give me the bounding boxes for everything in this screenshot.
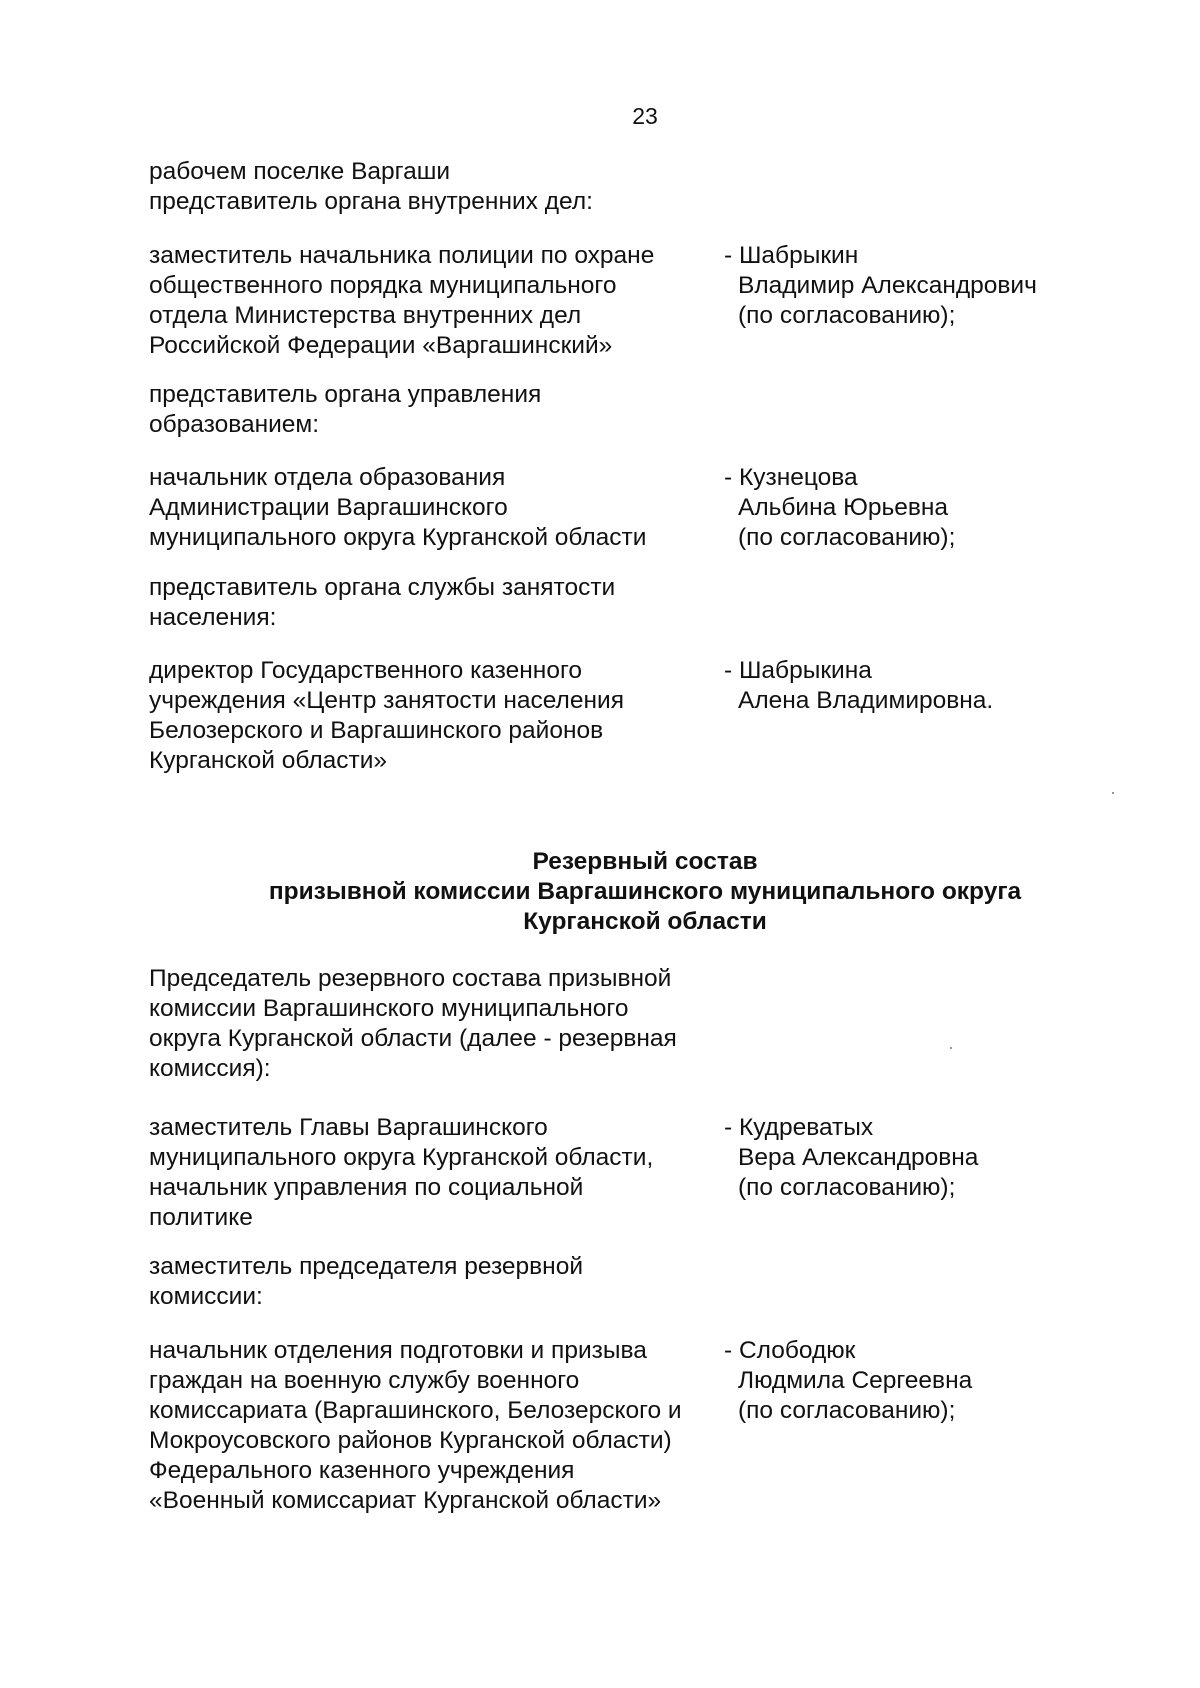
person-name [724,656,1184,716]
position-line: политике [149,1204,253,1231]
person-line: - Шабрыкин [724,242,859,269]
position-line: Курганской области» [149,747,388,774]
position-text [149,241,719,361]
label-line: округа Курганской области (далее - резервная [149,1025,677,1052]
label-line: заместитель председателя резервной [149,1253,584,1280]
label-line: комиссия): [149,1055,271,1082]
intro-line: рабочем поселке Варгаши [149,158,451,185]
heading-line: Резервный состав [532,848,758,875]
label-line: комиссии: [149,1283,263,1310]
position-line: общественного порядка муниципального [149,272,617,299]
label-line: комиссии Варгашинского муниципального [149,995,629,1022]
position-line: начальник отделения подготовки и призыва [149,1337,647,1364]
person-line: - Кудреватых [724,1114,874,1141]
person-name [724,463,1184,553]
heading-line: Курганской области [523,908,767,935]
page-number: 23 [632,103,658,129]
person-line: Людмила Сергеевна [738,1367,973,1394]
label-line: представитель органа службы занятости [149,574,616,601]
person-line: - Кузнецова [724,464,858,491]
position-line: Российской Федерации «Варгашинский» [149,332,613,359]
position-line: начальник отдела образования [149,464,506,491]
person-line: (по согласованию); [738,1397,956,1424]
section-heading [0,847,1200,937]
position-line: «Военный комиссариат Курганской области» [149,1487,662,1514]
scan-speck [950,1047,952,1049]
person-name [724,241,1184,331]
person-line: Алена Владимировна. [738,687,994,714]
person-line: (по согласованию); [738,1174,956,1201]
position-line: учреждения «Центр занятости населения [149,687,624,714]
position-text [149,463,719,553]
position-line: Федерального казенного учреждения [149,1457,575,1484]
person-line: - Слободюк [724,1337,856,1364]
position-line: начальник управления по социальной [149,1174,584,1201]
person-name [724,1113,1184,1203]
position-text [149,1113,719,1233]
position-line: директор Государственного казенного [149,657,582,684]
position-line: отдела Министерства внутренних дел [149,302,582,329]
person-line: (по согласованию); [738,302,956,329]
person-line: (по согласованию); [738,524,956,551]
heading-line: призывной комиссии Варгашинского муниципального округа [268,878,1022,905]
position-line: Белозерского и Варгашинского районов [149,717,604,744]
position-line: муниципального округа Курганской области [149,524,647,551]
position-line: Администрации Варгашинского [149,494,508,521]
person-line: - Шабрыкина [724,657,872,684]
position-text [149,656,719,776]
label-line: представитель органа управления [149,381,542,408]
position-line: Мокроусовского районов Курганской области) [149,1427,672,1454]
person-line: Вера Александровна [738,1144,979,1171]
position-line: граждан на военную службу военного [149,1367,580,1394]
person-line: Альбина Юрьевна [738,494,949,521]
position-line: муниципального округа Курганской области, [149,1144,654,1171]
position-line: заместитель Главы Варгашинского [149,1114,548,1141]
scan-speck [1112,792,1114,794]
person-name [724,1336,1184,1426]
position-text [149,1336,734,1516]
label-line: населения: [149,604,277,631]
label-line: Председатель резервного состава призывной [149,965,672,992]
label-line: образованием: [149,411,320,438]
person-line: Владимир Александрович [738,272,1037,299]
position-line: заместитель начальника полиции по охране [149,242,655,269]
position-line: комиссариата (Варгашинского, Белозерского и [149,1397,682,1424]
intro-line: представитель органа внутренних дел: [149,188,593,215]
